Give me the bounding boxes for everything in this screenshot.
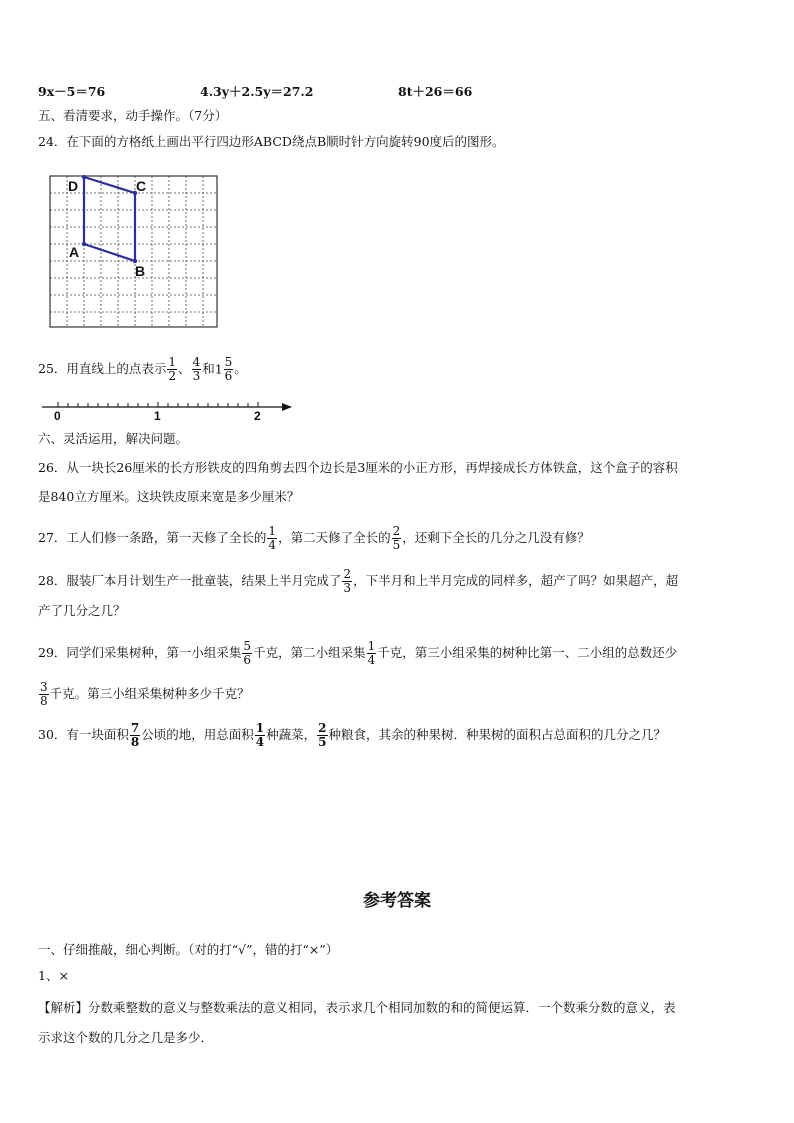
question-24: 24．在下面的方格纸上画出平行四边形ABCD绕点B顺时针方向旋转90度后的图形。: [38, 134, 505, 149]
question-29: 29．同学们采集树种，第一小组采集 $\frac{5}{6}$ 千克，第二小组采集 $\frac{1}{4}$ 千克，第三小组采集的树种比第一、二小组的总数还少: [38, 639, 678, 667]
fraction-2-5-q30: $\frac{2}{5}$: [318, 721, 327, 749]
question-30: 30．有一块面积 $\frac{7}{8}$ 公顷的地，用总面积 $\frac{1}{4}$ 种蔬菜， $\frac{2}{5}$ 种粮食，其余的种果树．种果树的面积占总面积的几分之几？: [38, 721, 667, 749]
question-28-line-2: 产了几分之几？: [38, 603, 126, 618]
fraction-5-6-q29: $\frac{5}{6}$: [243, 639, 252, 667]
equation-3: 8t＋26＝66: [398, 84, 473, 99]
equation-3-wrap: [398, 84, 472, 100]
analysis-line-2: 示求这个数的几分之几是多少．: [38, 1030, 214, 1045]
equation-2-wrap: [200, 84, 313, 100]
fraction-5-6: $\frac{5}{6}$: [224, 355, 233, 383]
fraction-2-3: $\frac{2}{3}$: [343, 567, 352, 595]
tick-label-0: 0: [54, 409, 61, 422]
label-a: A: [69, 244, 80, 260]
question-26-line-1: 26．从一块长26厘米的长方形铁皮的四角剪去四个边长是3厘米的小正方形，再焊接成长方体铁盒，这个盒子的容积: [38, 460, 678, 475]
fraction-2-5: $\frac{2}{5}$: [392, 524, 401, 552]
section-6-title: 六、灵活运用，解决问题。: [38, 431, 189, 446]
answer-1: 1、×: [38, 968, 69, 983]
fraction-7-8: $\frac{7}{8}$: [130, 721, 140, 749]
point-a: [82, 242, 86, 246]
number-line: [40, 398, 296, 422]
answers-section-1: 一、仔细推敲，细心判断。（对的打“√”，错的打“×”）: [38, 942, 339, 957]
fraction-4-3: $\frac{4}{3}$: [192, 355, 201, 383]
equation-1: 9x－5＝76: [38, 84, 106, 99]
label-c: C: [136, 178, 147, 194]
fraction-1-4-q29: $\frac{1}{4}$: [367, 639, 376, 667]
question-29-line-2: $\frac{3}{8}$ 千克。第三小组采集树种多少千克？: [40, 680, 250, 708]
equation-row: [38, 84, 105, 100]
answers-title: 参考答案: [363, 891, 431, 911]
equation-2: 4.3y＋2.5y＝27.2: [200, 84, 314, 99]
point-d: [82, 175, 86, 179]
question-28: 28．服装厂本月计划生产一批童装，结果上半月完成了 $\frac{2}{3}$ ，下半月和上半月完成的同样多，超产了吗？如果超产，超: [38, 567, 679, 595]
question-26-line-2: 是840立方厘米。这块铁皮原来宽是多少厘米？: [38, 489, 300, 504]
question-25: 25．用直线上的点表示 $\frac{1}{2}$ 、 $\frac{4}{3}$ 和1 $\frac{5}{6}$ 。: [38, 355, 247, 383]
tick-label-2: 2: [254, 409, 261, 422]
fraction-1-4-q30: $\frac{1}{4}$: [255, 721, 265, 749]
fraction-3-8: $\frac{3}{8}$: [40, 680, 48, 708]
label-b: B: [135, 263, 146, 279]
section-5-title: 五、看清要求，动手操作。（7分）: [38, 108, 228, 123]
grid-figure: [49, 175, 219, 329]
analysis-line-1: 【解析】分数乘整数的意义与整数乘法的意义相同，表示求几个相同加数的和的简便运算．一个数乘分数的意义，表: [38, 1000, 676, 1015]
fraction-1-2: $\frac{1}{2}$: [168, 355, 177, 383]
tick-label-1: 1: [154, 409, 161, 422]
fraction-1-4: $\frac{1}{4}$: [268, 524, 277, 552]
label-d: D: [68, 178, 79, 194]
question-27: 27．工人们修一条路，第一天修了全长的 $\frac{1}{4}$ ，第二天修了全长的 $\frac{2}{5}$ ，还剩下全长的几分之几没有修？: [38, 524, 590, 552]
